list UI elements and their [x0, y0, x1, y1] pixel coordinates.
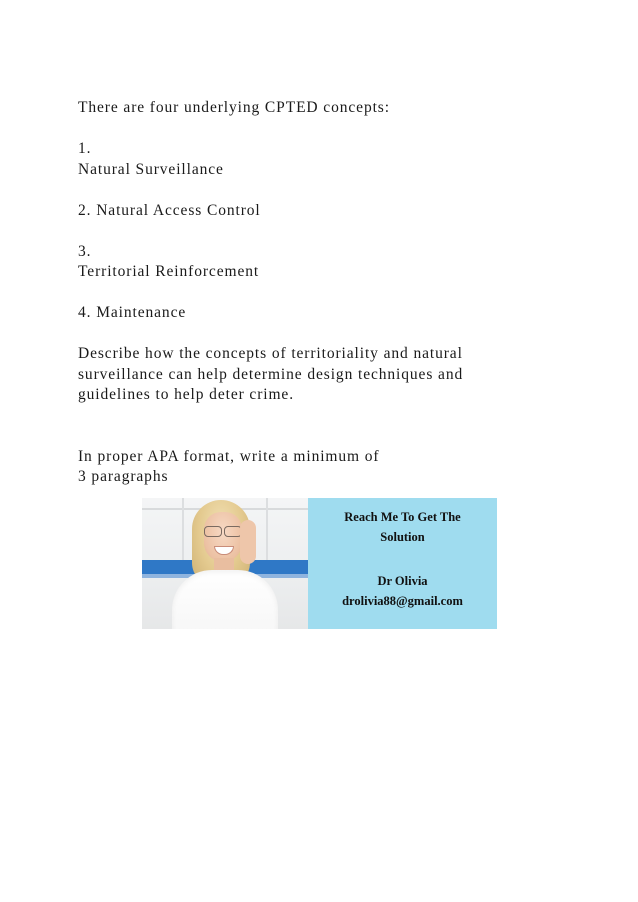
contact-banner: [142, 498, 497, 629]
instruction-line-2: 3 paragraphs: [78, 468, 169, 485]
question-line-3: guidelines to help deter crime.: [78, 386, 294, 403]
contact-name: Dr Olivia: [377, 574, 428, 588]
question-line-1: Describe how the concepts of territoriality and natural: [78, 345, 463, 362]
concept-2: 2. Natural Access Control: [78, 201, 261, 219]
question-line-2: surveillance can help determine design techniques and: [78, 365, 464, 383]
tutor-photo: [142, 498, 308, 629]
concept-1-number: 1.: [78, 140, 92, 157]
assignment-text: [78, 98, 538, 488]
concept-3-number: 3.: [78, 242, 92, 260]
concept-3-label: Territorial Reinforcement: [78, 263, 260, 280]
banner-headline-2: Solution: [380, 530, 425, 544]
instruction-line-1: In proper APA format, write a minimum of: [78, 447, 380, 465]
banner-headline-1: Reach Me To Get The: [344, 510, 461, 524]
glasses-icon: [204, 526, 244, 536]
concept-1-label: Natural Surveillance: [78, 160, 224, 178]
contact-info-panel: [308, 498, 497, 629]
contact-email: drolivia88@gmail.com: [342, 594, 463, 608]
intro-text: There are four underlying CPTED concepts:: [78, 99, 390, 116]
concept-4: 4. Maintenance: [78, 304, 187, 321]
